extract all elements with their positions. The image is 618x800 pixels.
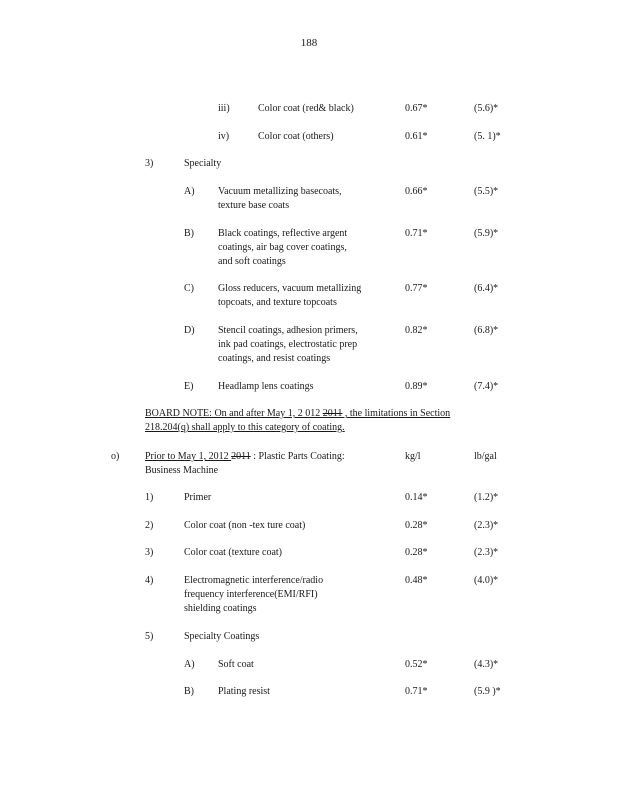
- item-kg-value: 0.48*: [405, 575, 428, 586]
- page-number: 188: [300, 37, 318, 49]
- item-kg-value: 0.71*: [405, 686, 428, 697]
- section-title-line-2: Business Machine: [145, 465, 219, 476]
- item-kg-value: 0.28*: [405, 547, 428, 558]
- item-line: texture base coats: [218, 200, 290, 211]
- item-label: B): [184, 686, 194, 697]
- row-lb-value: (5.6)*: [474, 103, 499, 114]
- item-line: coatings, air bag cover coatings,: [218, 242, 347, 253]
- item-label: 1): [145, 492, 154, 503]
- item-lb-value: (7.4)*: [474, 381, 499, 392]
- row-description: Color coat (red& black): [258, 103, 354, 114]
- item-label: A): [184, 659, 195, 670]
- item-kg-value: 0.14*: [405, 492, 428, 503]
- item-kg-value: 0.82*: [405, 325, 428, 336]
- item-line: Plating resist: [218, 686, 270, 697]
- item-lb-value: (6.4)*: [474, 283, 499, 294]
- item-label: E): [184, 381, 194, 392]
- section-title-text: : Plastic Parts Coating:: [250, 451, 345, 462]
- section-title: [145, 450, 345, 464]
- item-lb-value: (6.8)*: [474, 325, 499, 336]
- item-line: Primer: [184, 492, 212, 503]
- item-label: 2): [145, 520, 154, 531]
- item-label: 4): [145, 575, 154, 586]
- item-line: ink pad coatings, electrostatic prep: [218, 339, 358, 350]
- section-title-deleted-year: 2011: [231, 451, 251, 462]
- board-note-text: BOARD NOTE: On and after May 1, 2 012: [145, 408, 323, 419]
- item-lb-value: (5.5)*: [474, 186, 499, 197]
- item-label: D): [184, 325, 195, 336]
- item-line: coatings, and resist coatings: [218, 353, 331, 364]
- item-lb-value: (4.3)*: [474, 659, 499, 670]
- specialty-title: Specialty: [184, 158, 222, 169]
- item-kg-value: 0.52*: [405, 659, 428, 670]
- item-label: 3): [145, 547, 154, 558]
- row-label: iv): [218, 131, 230, 142]
- item-line: Color coat (texture coat): [184, 547, 283, 558]
- item-kg-value: 0.89*: [405, 381, 428, 392]
- item-label: A): [184, 186, 195, 197]
- row-label: iii): [218, 103, 230, 114]
- item-line: shielding coatings: [184, 603, 257, 614]
- item-kg-value: 0.71*: [405, 228, 428, 239]
- item-line: frequency interference(EMI/RFI): [184, 589, 318, 600]
- item-lb-value: (4.0)*: [474, 575, 499, 586]
- board-note-line-1: [145, 407, 450, 421]
- section-title-date: Prior to May 1, 2012: [145, 451, 232, 462]
- item-line: Headlamp lens coatings: [218, 381, 314, 392]
- row-kg-value: 0.67*: [405, 103, 428, 114]
- row-description: Color coat (others): [258, 131, 334, 142]
- item-lb-value: (5.9 )*: [474, 686, 501, 697]
- item-line: topcoats, and texture topcoats: [218, 297, 337, 308]
- item-kg-value: 0.66*: [405, 186, 428, 197]
- board-note-text: , the limitations in Section: [342, 408, 451, 419]
- specialty-coatings-title: Specialty Coatings: [184, 631, 260, 642]
- item-line: Color coat (non -tex ture coat): [184, 520, 306, 531]
- item-lb-value: (1.2)*: [474, 492, 499, 503]
- board-note-deleted-year: 2011: [322, 408, 343, 419]
- item-lb-value: (2.3)*: [474, 547, 499, 558]
- section-label: o): [111, 451, 120, 462]
- board-note-line-2: 218.204(q) shall apply to this category of coating.: [145, 422, 345, 433]
- unit-kg-header: kg/l: [405, 451, 421, 462]
- item-kg-value: 0.77*: [405, 283, 428, 294]
- item-line: and soft coatings: [218, 256, 286, 267]
- item-label: B): [184, 228, 194, 239]
- item-line: Electromagnetic interference/radio: [184, 575, 324, 586]
- item-line: Stencil coatings, adhesion primers,: [218, 325, 358, 336]
- item-line: Soft coat: [218, 659, 254, 670]
- item-line: Black coatings, reflective argent: [218, 228, 348, 239]
- row-kg-value: 0.61*: [405, 131, 428, 142]
- item-lb-value: (5.9)*: [474, 228, 499, 239]
- specialty-coatings-label: 5): [145, 631, 154, 642]
- specialty-label: 3): [145, 158, 154, 169]
- item-line: Vacuum metallizing basecoats,: [218, 186, 342, 197]
- unit-lb-header: lb/gal: [474, 451, 497, 462]
- item-label: C): [184, 283, 194, 294]
- row-lb-value: (5. 1)*: [474, 131, 501, 142]
- item-lb-value: (2.3)*: [474, 520, 499, 531]
- item-kg-value: 0.28*: [405, 520, 428, 531]
- item-line: Gloss reducers, vacuum metallizing: [218, 283, 362, 294]
